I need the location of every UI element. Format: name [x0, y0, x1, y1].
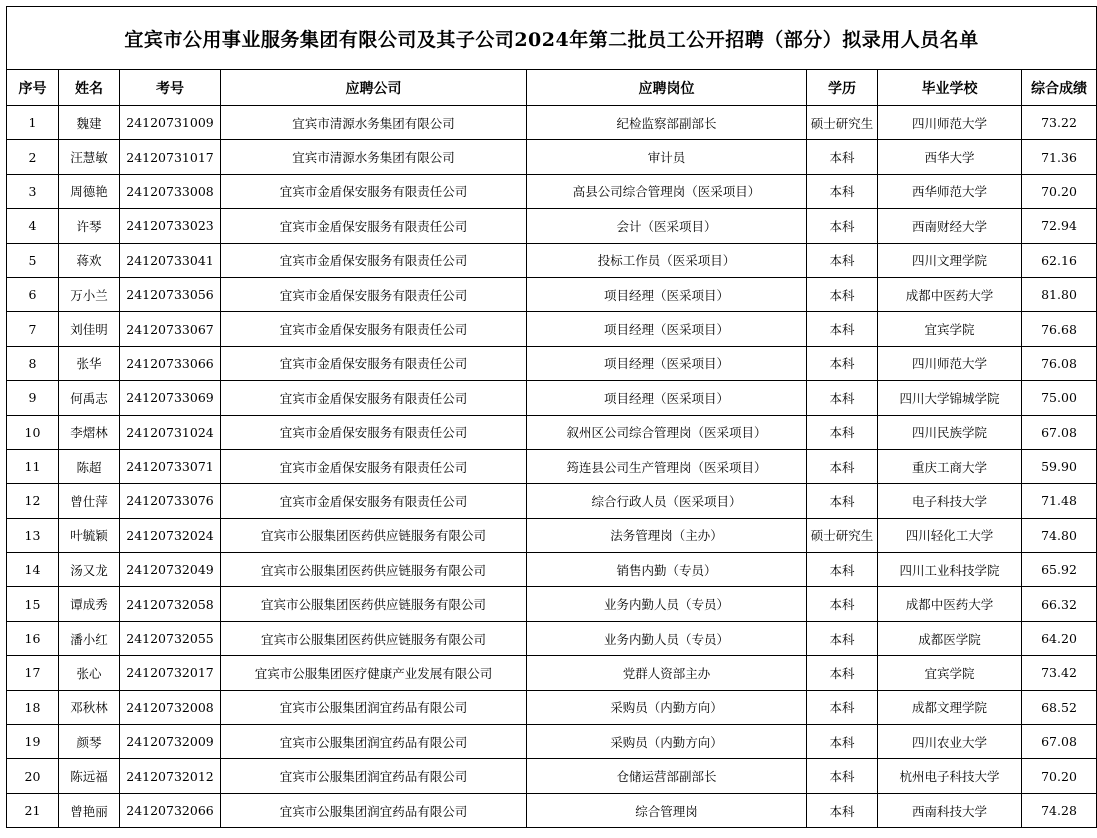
- cell-education: 本科: [807, 209, 878, 243]
- table-row: [7, 312, 1097, 346]
- cell-score: 71.36: [1022, 140, 1097, 174]
- cell-education: 硕士研究生: [807, 518, 878, 552]
- table-row: [7, 415, 1097, 449]
- table-row: [7, 518, 1097, 552]
- cell-company: 宜宾市金盾保安服务有限责任公司: [221, 312, 527, 346]
- cell-school: 重庆工商大学: [878, 449, 1022, 483]
- cell-name: 谭成秀: [59, 587, 120, 621]
- cell-name: 邓秋林: [59, 690, 120, 724]
- cell-school: 西华大学: [878, 140, 1022, 174]
- cell-school: 四川民族学院: [878, 415, 1022, 449]
- cell-company: 宜宾市金盾保安服务有限责任公司: [221, 415, 527, 449]
- cell-index: 20: [7, 759, 59, 793]
- table-row: [7, 587, 1097, 621]
- cell-school: 成都中医药大学: [878, 277, 1022, 311]
- table-row: [7, 553, 1097, 587]
- cell-exam-number: 24120732012: [120, 759, 221, 793]
- table-row: [7, 277, 1097, 311]
- cell-school: 西南科技大学: [878, 793, 1022, 827]
- cell-company: 宜宾市金盾保安服务有限责任公司: [221, 174, 527, 208]
- cell-score: 67.08: [1022, 415, 1097, 449]
- cell-exam-number: 24120731024: [120, 415, 221, 449]
- cell-score: 67.08: [1022, 725, 1097, 759]
- table-row: [7, 759, 1097, 793]
- cell-position: 销售内勤（专员）: [527, 553, 807, 587]
- cell-school: 四川轻化工大学: [878, 518, 1022, 552]
- cell-score: 62.16: [1022, 243, 1097, 277]
- cell-school: 四川师范大学: [878, 346, 1022, 380]
- cell-position: 审计员: [527, 140, 807, 174]
- table-row: [7, 656, 1097, 690]
- cell-index: 12: [7, 484, 59, 518]
- cell-name: 叶毓颖: [59, 518, 120, 552]
- cell-exam-number: 24120733069: [120, 381, 221, 415]
- cell-education: 硕士研究生: [807, 106, 878, 140]
- header-exam-number: 考号: [120, 70, 221, 106]
- cell-name: 汪慧敏: [59, 140, 120, 174]
- cell-company: 宜宾市金盾保安服务有限责任公司: [221, 209, 527, 243]
- cell-school: 四川师范大学: [878, 106, 1022, 140]
- cell-company: 宜宾市金盾保安服务有限责任公司: [221, 277, 527, 311]
- cell-school: 宜宾学院: [878, 656, 1022, 690]
- cell-exam-number: 24120731009: [120, 106, 221, 140]
- cell-company: 宜宾市金盾保安服务有限责任公司: [221, 449, 527, 483]
- cell-school: 四川文理学院: [878, 243, 1022, 277]
- cell-school: 宜宾学院: [878, 312, 1022, 346]
- cell-education: 本科: [807, 656, 878, 690]
- cell-exam-number: 24120732008: [120, 690, 221, 724]
- cell-position: 纪检监察部副部长: [527, 106, 807, 140]
- cell-position: 项目经理（医采项目）: [527, 312, 807, 346]
- cell-name: 张华: [59, 346, 120, 380]
- cell-name: 汤又龙: [59, 553, 120, 587]
- cell-company: 宜宾市公服集团医药供应链服务有限公司: [221, 621, 527, 655]
- cell-position: 筠连县公司生产管理岗（医采项目）: [527, 449, 807, 483]
- cell-position: 叙州区公司综合管理岗（医采项目）: [527, 415, 807, 449]
- cell-score: 76.08: [1022, 346, 1097, 380]
- cell-name: 万小兰: [59, 277, 120, 311]
- cell-score: 70.20: [1022, 174, 1097, 208]
- cell-company: 宜宾市金盾保安服务有限责任公司: [221, 243, 527, 277]
- cell-education: 本科: [807, 381, 878, 415]
- cell-school: 四川工业科技学院: [878, 553, 1022, 587]
- cell-score: 64.20: [1022, 621, 1097, 655]
- cell-score: 73.22: [1022, 106, 1097, 140]
- cell-company: 宜宾市公服集团润宜药品有限公司: [221, 690, 527, 724]
- roster-table: [6, 6, 1097, 828]
- cell-name: 潘小红: [59, 621, 120, 655]
- cell-education: 本科: [807, 759, 878, 793]
- cell-position: 采购员（内勤方向）: [527, 690, 807, 724]
- cell-education: 本科: [807, 793, 878, 827]
- cell-position: 业务内勤人员（专员）: [527, 621, 807, 655]
- cell-position: 仓储运营部副部长: [527, 759, 807, 793]
- cell-index: 21: [7, 793, 59, 827]
- cell-name: 张心: [59, 656, 120, 690]
- cell-index: 15: [7, 587, 59, 621]
- cell-company: 宜宾市公服集团润宜药品有限公司: [221, 793, 527, 827]
- table-row: [7, 243, 1097, 277]
- cell-name: 李熠林: [59, 415, 120, 449]
- header-score: 综合成绩: [1022, 70, 1097, 106]
- cell-index: 4: [7, 209, 59, 243]
- cell-score: 73.42: [1022, 656, 1097, 690]
- cell-name: 蒋欢: [59, 243, 120, 277]
- cell-exam-number: 24120733008: [120, 174, 221, 208]
- cell-company: 宜宾市公服集团医药供应链服务有限公司: [221, 553, 527, 587]
- cell-exam-number: 24120732017: [120, 656, 221, 690]
- cell-education: 本科: [807, 621, 878, 655]
- cell-index: 8: [7, 346, 59, 380]
- cell-score: 70.20: [1022, 759, 1097, 793]
- table-row: [7, 725, 1097, 759]
- cell-company: 宜宾市公服集团润宜药品有限公司: [221, 759, 527, 793]
- cell-index: 18: [7, 690, 59, 724]
- table-row: [7, 140, 1097, 174]
- table-row: [7, 621, 1097, 655]
- cell-score: 74.80: [1022, 518, 1097, 552]
- cell-school: 成都文理学院: [878, 690, 1022, 724]
- roster-sheet: [6, 6, 1087, 828]
- cell-index: 10: [7, 415, 59, 449]
- header-company: 应聘公司: [221, 70, 527, 106]
- cell-exam-number: 24120733056: [120, 277, 221, 311]
- cell-index: 16: [7, 621, 59, 655]
- cell-education: 本科: [807, 449, 878, 483]
- cell-name: 周德艳: [59, 174, 120, 208]
- cell-exam-number: 24120732066: [120, 793, 221, 827]
- table-row: [7, 209, 1097, 243]
- header-row: [7, 70, 1097, 106]
- cell-position: 综合行政人员（医采项目）: [527, 484, 807, 518]
- cell-index: 6: [7, 277, 59, 311]
- cell-name: 许琴: [59, 209, 120, 243]
- cell-education: 本科: [807, 725, 878, 759]
- table-row: [7, 484, 1097, 518]
- cell-exam-number: 24120732058: [120, 587, 221, 621]
- cell-score: 76.68: [1022, 312, 1097, 346]
- cell-index: 3: [7, 174, 59, 208]
- cell-school: 成都中医药大学: [878, 587, 1022, 621]
- cell-index: 17: [7, 656, 59, 690]
- cell-score: 65.92: [1022, 553, 1097, 587]
- cell-education: 本科: [807, 587, 878, 621]
- cell-index: 7: [7, 312, 59, 346]
- cell-index: 9: [7, 381, 59, 415]
- cell-score: 66.32: [1022, 587, 1097, 621]
- cell-name: 刘佳明: [59, 312, 120, 346]
- cell-education: 本科: [807, 690, 878, 724]
- cell-position: 业务内勤人员（专员）: [527, 587, 807, 621]
- cell-name: 魏建: [59, 106, 120, 140]
- cell-company: 宜宾市公服集团润宜药品有限公司: [221, 725, 527, 759]
- table-row: [7, 106, 1097, 140]
- cell-index: 19: [7, 725, 59, 759]
- cell-education: 本科: [807, 553, 878, 587]
- cell-score: 81.80: [1022, 277, 1097, 311]
- table-body: [7, 106, 1097, 828]
- cell-position: 投标工作员（医采项目）: [527, 243, 807, 277]
- cell-position: 会计（医采项目）: [527, 209, 807, 243]
- cell-score: 74.28: [1022, 793, 1097, 827]
- cell-score: 75.00: [1022, 381, 1097, 415]
- cell-position: 采购员（内勤方向）: [527, 725, 807, 759]
- header-education: 学历: [807, 70, 878, 106]
- cell-score: 59.90: [1022, 449, 1097, 483]
- cell-position: 项目经理（医采项目）: [527, 346, 807, 380]
- cell-name: 曾仕萍: [59, 484, 120, 518]
- table-row: [7, 793, 1097, 827]
- cell-name: 曾艳丽: [59, 793, 120, 827]
- cell-school: 成都医学院: [878, 621, 1022, 655]
- cell-school: 四川农业大学: [878, 725, 1022, 759]
- cell-exam-number: 24120732049: [120, 553, 221, 587]
- cell-exam-number: 24120731017: [120, 140, 221, 174]
- table-row: [7, 346, 1097, 380]
- cell-education: 本科: [807, 312, 878, 346]
- header-name: 姓名: [59, 70, 120, 106]
- cell-education: 本科: [807, 243, 878, 277]
- cell-exam-number: 24120733041: [120, 243, 221, 277]
- cell-score: 72.94: [1022, 209, 1097, 243]
- header-index: 序号: [7, 70, 59, 106]
- table-row: [7, 174, 1097, 208]
- cell-company: 宜宾市金盾保安服务有限责任公司: [221, 381, 527, 415]
- header-position: 应聘岗位: [527, 70, 807, 106]
- cell-index: 13: [7, 518, 59, 552]
- cell-education: 本科: [807, 484, 878, 518]
- cell-exam-number: 24120733066: [120, 346, 221, 380]
- cell-school: 电子科技大学: [878, 484, 1022, 518]
- cell-name: 何禹志: [59, 381, 120, 415]
- cell-school: 西南财经大学: [878, 209, 1022, 243]
- cell-index: 1: [7, 106, 59, 140]
- cell-exam-number: 24120733071: [120, 449, 221, 483]
- cell-exam-number: 24120733076: [120, 484, 221, 518]
- cell-company: 宜宾市金盾保安服务有限责任公司: [221, 346, 527, 380]
- table-row: [7, 381, 1097, 415]
- cell-exam-number: 24120732024: [120, 518, 221, 552]
- cell-education: 本科: [807, 140, 878, 174]
- table-row: [7, 690, 1097, 724]
- cell-company: 宜宾市金盾保安服务有限责任公司: [221, 484, 527, 518]
- cell-education: 本科: [807, 415, 878, 449]
- cell-index: 5: [7, 243, 59, 277]
- cell-education: 本科: [807, 346, 878, 380]
- cell-score: 71.48: [1022, 484, 1097, 518]
- cell-position: 党群人资部主办: [527, 656, 807, 690]
- cell-position: 项目经理（医采项目）: [527, 381, 807, 415]
- cell-name: 陈超: [59, 449, 120, 483]
- cell-index: 11: [7, 449, 59, 483]
- cell-company: 宜宾市清源水务集团有限公司: [221, 140, 527, 174]
- cell-company: 宜宾市公服集团医药供应链服务有限公司: [221, 518, 527, 552]
- cell-position: 项目经理（医采项目）: [527, 277, 807, 311]
- cell-education: 本科: [807, 174, 878, 208]
- cell-position: 综合管理岗: [527, 793, 807, 827]
- cell-education: 本科: [807, 277, 878, 311]
- cell-exam-number: 24120733023: [120, 209, 221, 243]
- cell-company: 宜宾市公服集团医疗健康产业发展有限公司: [221, 656, 527, 690]
- cell-index: 2: [7, 140, 59, 174]
- table-row: [7, 449, 1097, 483]
- cell-position: 法务管理岗（主办）: [527, 518, 807, 552]
- cell-exam-number: 24120732009: [120, 725, 221, 759]
- cell-school: 四川大学锦城学院: [878, 381, 1022, 415]
- cell-company: 宜宾市公服集团医药供应链服务有限公司: [221, 587, 527, 621]
- cell-exam-number: 24120733067: [120, 312, 221, 346]
- cell-name: 陈远福: [59, 759, 120, 793]
- cell-exam-number: 24120732055: [120, 621, 221, 655]
- cell-position: 高县公司综合管理岗（医采项目）: [527, 174, 807, 208]
- cell-name: 颜琴: [59, 725, 120, 759]
- cell-company: 宜宾市清源水务集团有限公司: [221, 106, 527, 140]
- cell-school: 西华师范大学: [878, 174, 1022, 208]
- header-school: 毕业学校: [878, 70, 1022, 106]
- cell-score: 68.52: [1022, 690, 1097, 724]
- cell-school: 杭州电子科技大学: [878, 759, 1022, 793]
- cell-index: 14: [7, 553, 59, 587]
- page-title: 宜宾市公用事业服务集团有限公司及其子公司2024年第二批员工公开招聘（部分）拟录用人员名单: [7, 7, 1097, 70]
